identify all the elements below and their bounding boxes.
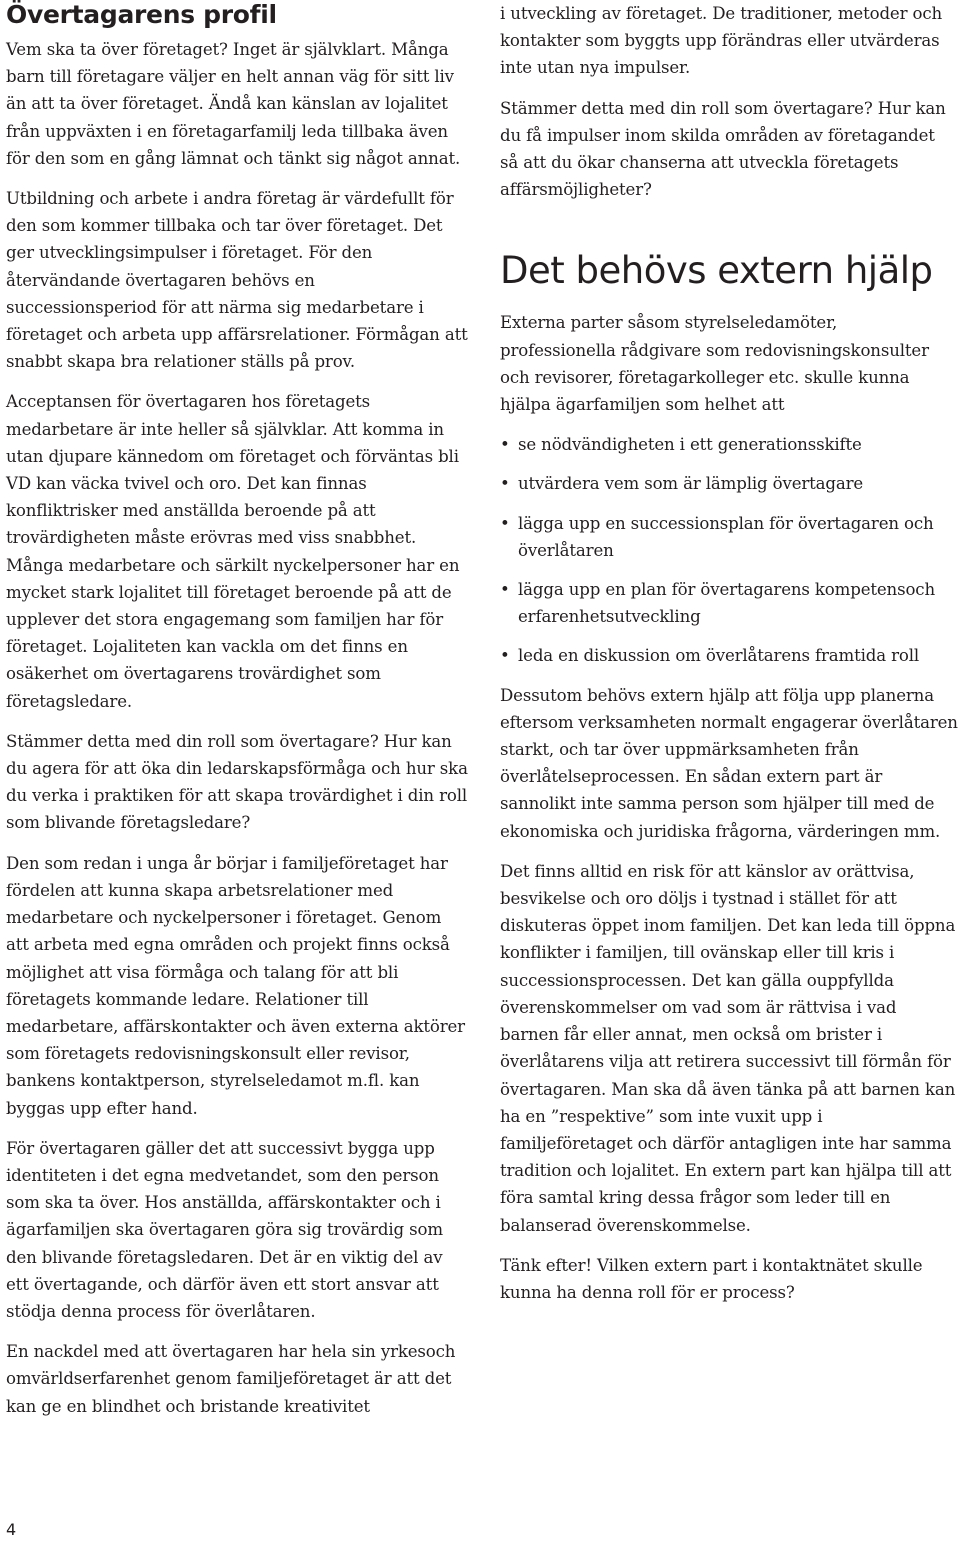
bullet-item: • lägga upp en successionsplan för övertagaren och överlåtaren	[500, 510, 958, 564]
bullet-list	[500, 431, 958, 669]
bullet-item: • utvärdera vem som är lämplig övertagare	[500, 470, 958, 497]
paragraph: Den som redan i unga år börjar i familjeföretaget har fördelen att kunna skapa arbetsrelationer med medarbetare och nyckelpersoner i företaget. Genom att arbeta med egna områden och projekt finns också möjlighet att visa förmåga och talang för att bli företagets kommande ledare. Relationer till medarbetare, affärskontakter och även externa aktörer som företagets redovisningskonsult eller revisor, bankens kontaktperson, styrelseledamot m.fl. kan byggas upp efter hand.	[6, 853, 465, 1118]
paragraph: För övertagaren gäller det att successivt bygga upp identiteten i det egna medvetandet, som den person som ska ta över. Hos anställda, affärskontakter och i ägarfamiljen ska övertagaren göra sig trovärdig som den blivande företagsledaren. Det är en viktig del av ett övertagande, och därför även ett stort ansvar att stödja denna process för överlåtaren.	[6, 1138, 443, 1321]
paragraph: Det finns alltid en risk för att känslor av orättvisa, besvikelse och oro döljs i tystnad i stället för att diskuteras öppet inom familjen. Det kan leda till öppna konflikter i familjen, till ovänskap eller till kris i successionsprocessen. Det kan gälla ouppfyllda överenskommelser om vad som är rättvisa i vad barnen får eller annat, men också om brister i överlåtarens vilja att retirera successivt till förmån för övertagaren. Man ska då även tänka på att barnen kan ha en ”respektive” som inte vuxit upp i familjeföretaget och därför antagligen inte har samma tradition och lojalitet. En extern part kan hjälpa till att föra samtal kring dessa frågor som leder till en balanserad överenskommelse.	[500, 861, 956, 1235]
paragraph: Vem ska ta över företaget? Inget är självklart. Många barn till företagare väljer en helt annan väg för sitt liv än att ta över företaget. Ändå kan känslan av lojalitet från uppväxten i en företagarfamilj leda tillbaka även för den som en gång lämnat och tänkt sig något annat.	[6, 40, 461, 168]
bullet-item: • lägga upp en plan för övertagarens kompetensoch erfarenhetsutveckling	[500, 576, 958, 630]
bullet-item: • leda en diskussion om överlåtarens framtida roll	[500, 642, 958, 669]
paragraph: Dessutom behövs extern hjälp att följa upp planerna eftersom verksamheten normalt engagerar överlåtaren starkt, och tar över uppmärksamheten från överlåtelseprocessen. En sådan extern part är sannolikt inte samma person som hjälper till med de ekonomiska och juridiska frågorna, värderingen mm.	[500, 685, 958, 841]
paragraph: En nackdel med att övertagaren har hela sin yrkesoch omvärldserfarenhet genom familjeföretaget är att det kan ge en blindhet och bristande kreativitet	[6, 1342, 456, 1416]
paragraph: Utbildning och arbete i andra företag är värdefullt för den som kommer tillbaka och tar över företaget. Det ger utvecklingsimpulser i företaget. För den återvändande övertagaren behövs en successionsperiod för att närma sig medarbetare i företaget och arbeta upp affärsrelationer. Förmågan att snabbt skapa bra relationer ställs på prov.	[6, 189, 468, 372]
paragraph: Tänk efter! Vilken extern part i kontaktnätet skulle kunna ha denna roll för er process?	[500, 1255, 923, 1302]
lead-paragraph: Externa parter såsom styrelseledamöter, professionella rådgivare som redovisningskonsulter och revisorer, företagarkolleger etc. skulle kunna hjälpa ägarfamiljen som helhet att	[500, 313, 929, 415]
paragraph: Acceptansen för övertagaren hos företagets medarbetare är inte heller så självklar. Att komma in utan djupare kännedom om företaget och förväntas bli VD kan väcka tvivel och oro. Det kan finnas konfliktrisker med anställda beroende på att trovärdigheten måste erövras med viss snabbhet. Många medarbetare och särkilt nyckelpersoner har en mycket stark lojalitet till företaget beroende på att de upplever det stora engagemang som familjen har för företaget. Lojaliteten kan vackla om det finns en osäkerhet om övertagarens trovärdighet som företagsledare.	[6, 392, 460, 711]
paragraph: Stämmer detta med din roll som övertagare? Hur kan du få impulser inom skilda områden av företagandet så att du ökar chanserna att utveckla företagets affärsmöjligheter?	[500, 98, 946, 200]
right-column	[500, 0, 958, 1319]
section-heading-successor-profile: Övertagarens profil	[6, 0, 277, 29]
left-column	[6, 0, 468, 1433]
paragraph: Stämmer detta med din roll som övertagare? Hur kan du agera för att öka din ledarskapsförmåga och hur ska du verka i praktiken för att skapa trovärdighet i din roll som blivande företagsledare?	[6, 731, 468, 833]
section-heading-external-help: Det behövs extern hjälp	[500, 249, 933, 293]
page-number: 4	[6, 1520, 17, 1539]
bullet-item: • se nödvändigheten i ett generationsskifte	[500, 431, 958, 458]
paragraph: i utveckling av företaget. De traditioner, metoder och kontakter som byggts upp förändras eller utvärderas inte utan nya impulser.	[500, 4, 943, 78]
